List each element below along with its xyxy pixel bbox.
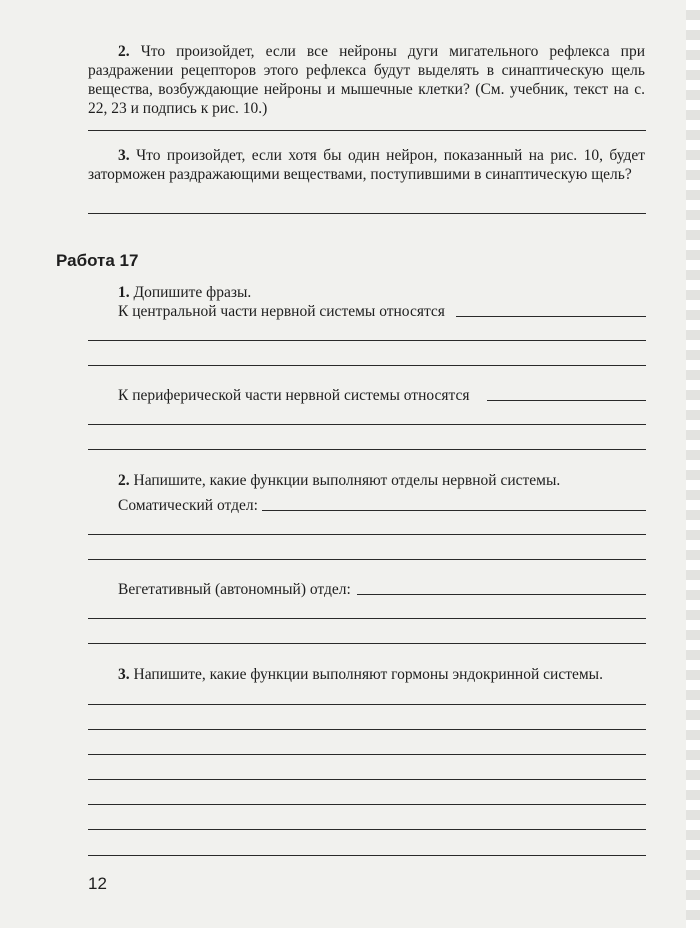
question-3-text: Что произойдет, если хотя бы один нейрон, показанный на рис. 10, будет заторможен раздражающими веществами, поступившими в синаптическую щель? [88, 147, 646, 183]
task-3-number: 3. [118, 666, 130, 683]
answer-line-q2[interactable] [88, 130, 646, 131]
somatic-label: Соматический отдел: [118, 497, 258, 514]
answer-line-vegetative-3[interactable] [88, 643, 646, 644]
question-3-number: 3. [118, 147, 130, 164]
question-2-number: 2. [118, 43, 130, 60]
answer-line-central-3[interactable] [88, 365, 646, 366]
central-prompt: К центральной части нервной системы относятся [118, 303, 445, 320]
answer-line-hormones-7[interactable] [88, 855, 646, 856]
question-3 [88, 146, 645, 184]
task-2-number: 2. [118, 472, 130, 489]
section-title: Работа 17 [56, 251, 139, 270]
answer-line-central-1[interactable] [456, 316, 646, 317]
task-1-instruction-text: Допишите фразы. [133, 284, 252, 301]
page-edge [686, 0, 700, 928]
answer-line-hormones-1[interactable] [88, 704, 646, 705]
answer-line-hormones-5[interactable] [88, 804, 646, 805]
answer-line-hormones-4[interactable] [88, 779, 646, 780]
answer-line-somatic-3[interactable] [88, 559, 646, 560]
page-number: 12 [88, 874, 107, 893]
answer-line-somatic-2[interactable] [88, 534, 646, 535]
task-3-instruction [118, 665, 603, 684]
answer-line-peripheral-2[interactable] [88, 424, 646, 425]
task-3-instruction-text: Напишите, какие функции выполняют гормоны эндокринной системы. [133, 666, 603, 683]
task-2-instruction-text: Напишите, какие функции выполняют отделы нервной системы. [133, 472, 561, 489]
answer-line-vegetative-1[interactable] [357, 594, 646, 595]
answer-line-peripheral-1[interactable] [487, 400, 646, 401]
question-2 [88, 42, 645, 118]
answer-line-central-2[interactable] [88, 340, 646, 341]
vegetative-label: Вегетативный (автономный) отдел: [118, 581, 351, 598]
task-2-instruction [118, 471, 560, 490]
peripheral-prompt: К периферической части нервной системы относятся [118, 387, 470, 404]
answer-line-somatic-1[interactable] [262, 510, 646, 511]
answer-line-hormones-3[interactable] [88, 754, 646, 755]
answer-line-hormones-6[interactable] [88, 829, 646, 830]
answer-line-q3[interactable] [88, 213, 646, 214]
task-1-instruction [118, 283, 251, 302]
question-2-text: Что произойдет, если все нейроны дуги мигательного рефлекса при раздражении рецепторов этого рефлекса будут выделять в синаптическую щель вещества, возбуждающие нейроны и мышечные клетки? (См. учебник, текст на с. 22, 23 и подпись к рис. 10.) [88, 43, 645, 117]
task-1-number: 1. [118, 284, 130, 301]
answer-line-hormones-2[interactable] [88, 729, 646, 730]
answer-line-peripheral-3[interactable] [88, 449, 646, 450]
answer-line-vegetative-2[interactable] [88, 618, 646, 619]
